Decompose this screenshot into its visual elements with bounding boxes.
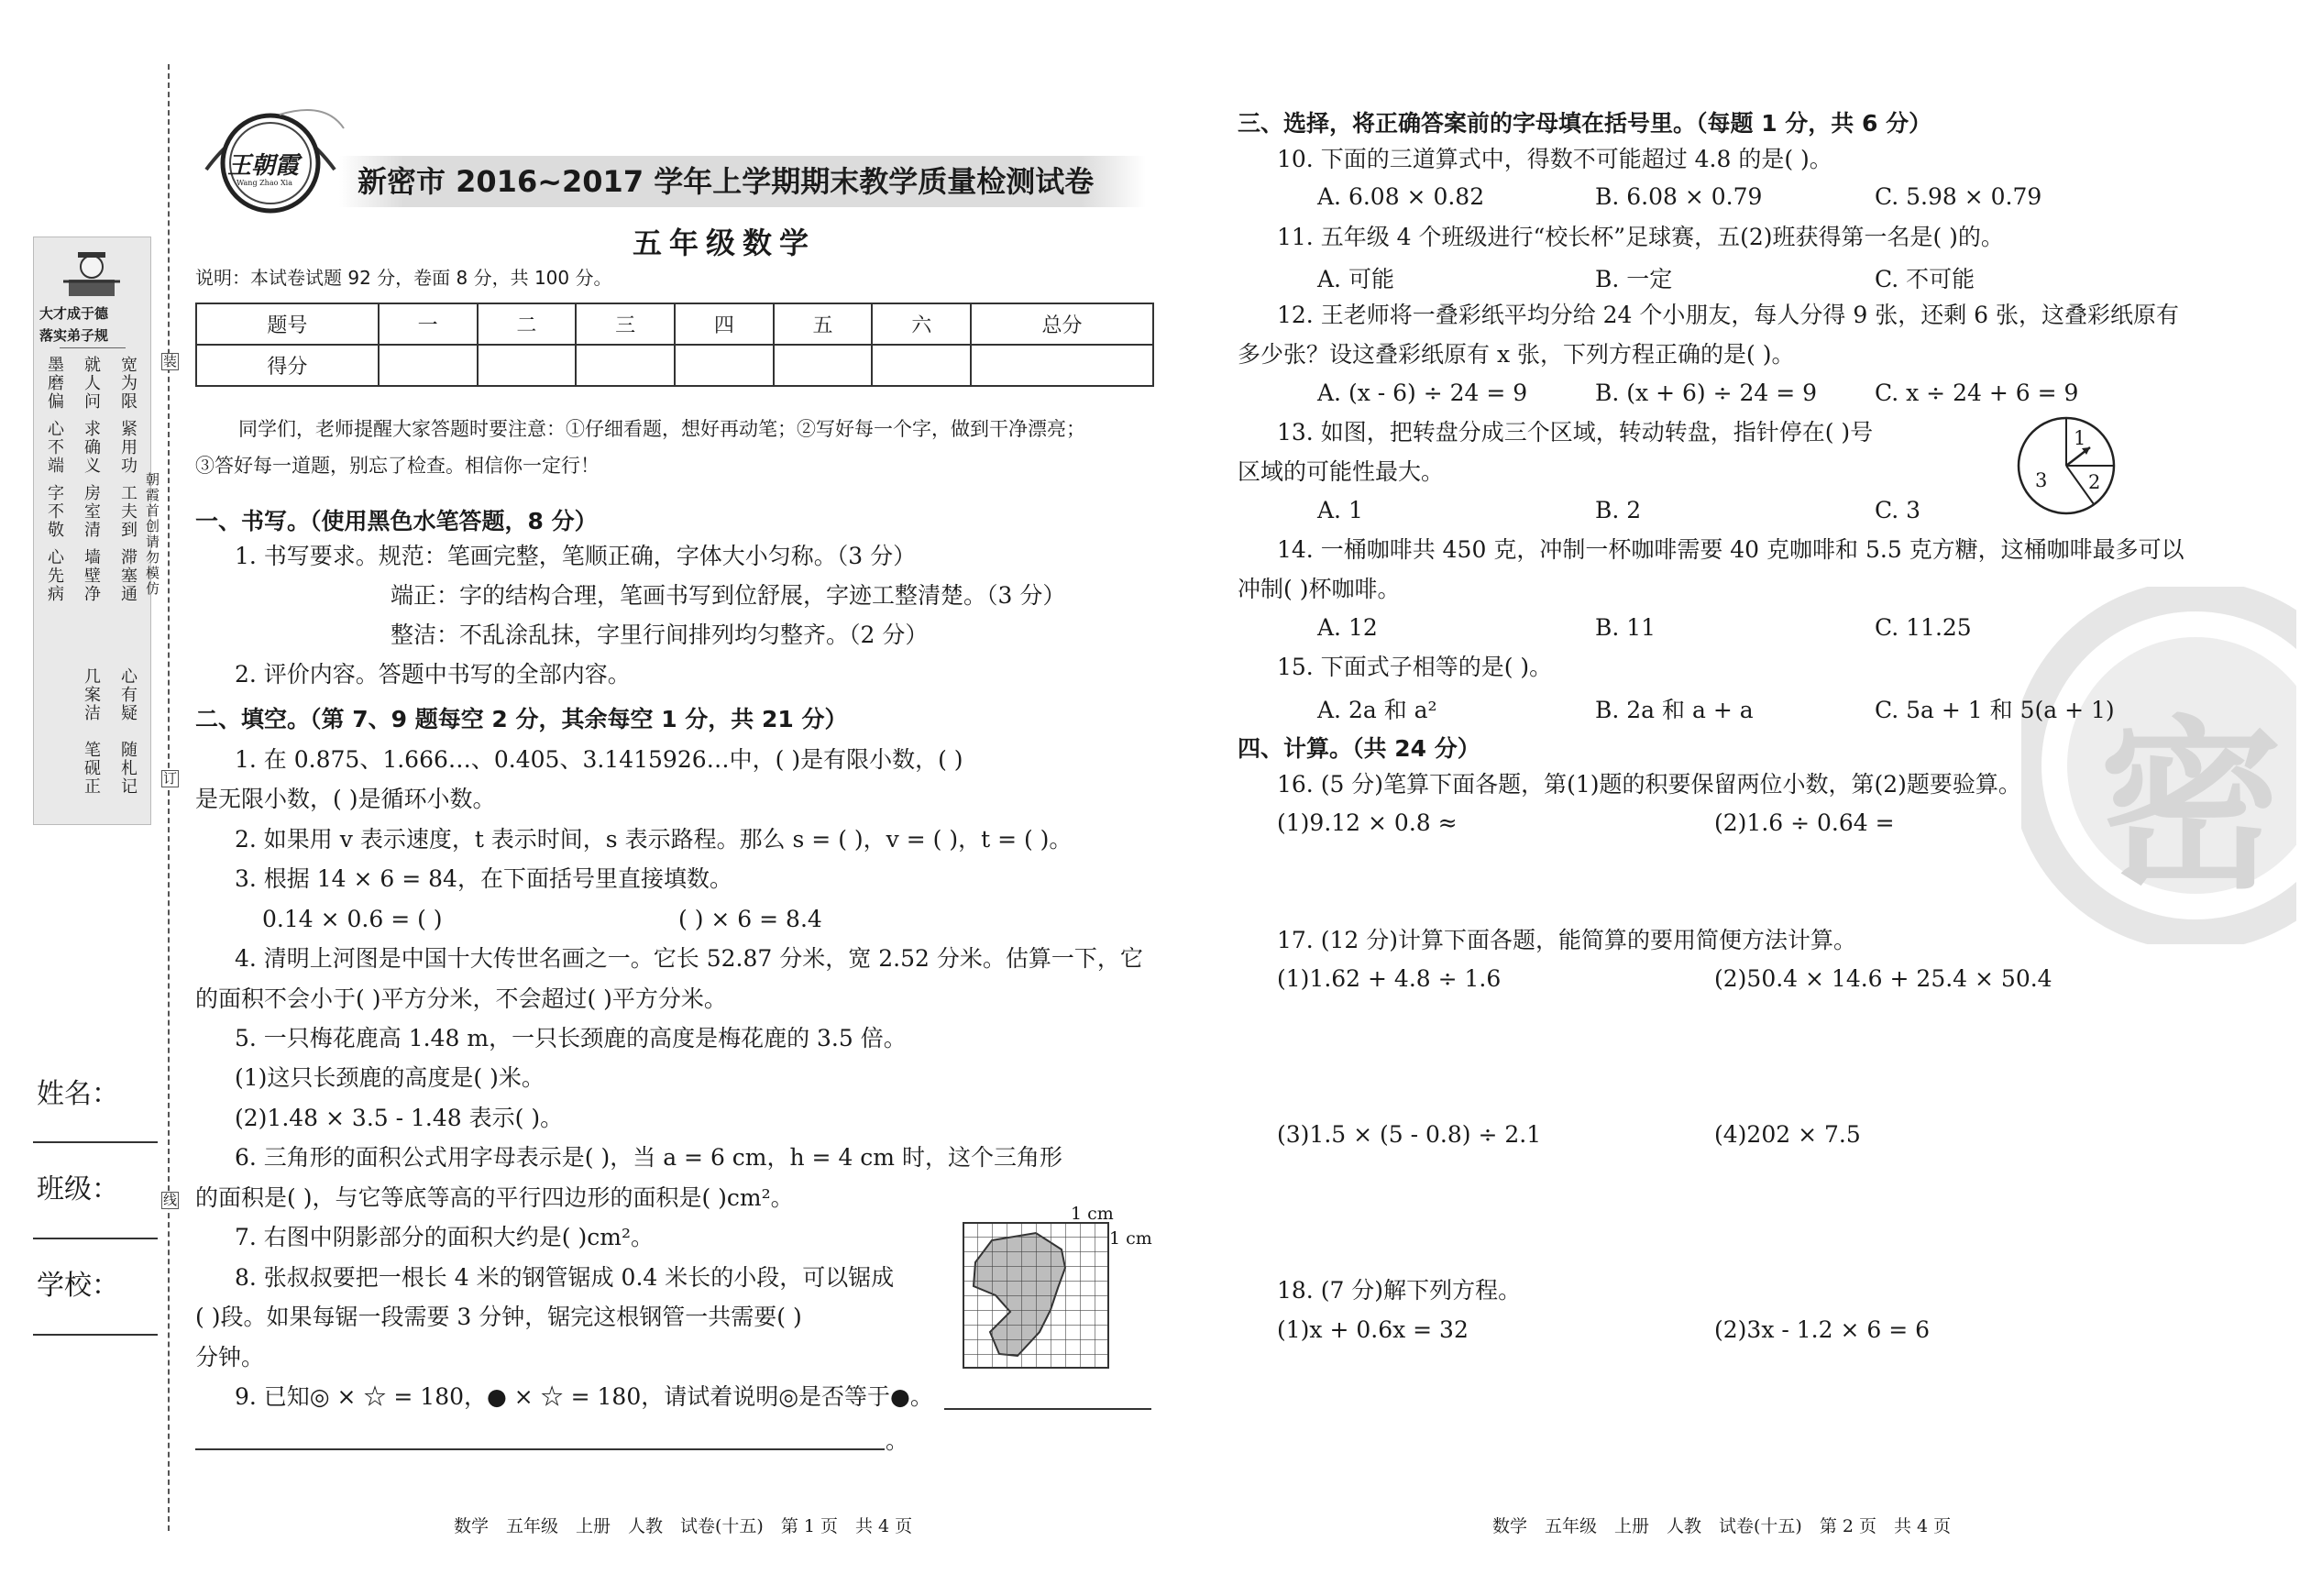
q2-3-b: ( ) × 6 = 8.4: [678, 906, 822, 932]
motto-1: 宽为限: [121, 356, 138, 412]
exam-title: 新密市 2016~2017 学年上学期期末教学质量检测试卷: [358, 164, 1095, 199]
score-table-header-row: [196, 303, 1153, 345]
q3-13-a: 13. 如图，把转盘分成三个区域，转动转盘，指针停在( )号: [1277, 419, 1874, 446]
q2-9-answer-line[interactable]: [944, 1408, 1151, 1410]
q3-12-a: 12. 王老师将一叠彩纸平均分给 24 个小朋友，每人分得 9 张，还剩 6 张，这叠彩纸原有: [1277, 302, 2180, 328]
q2-4-a: 4. 清明上河图是中国十大传世名画之一。它长 52.87 分米，宽 2.52 分米。估算一下，它: [235, 945, 1143, 972]
q2-9-answer-line-2[interactable]: [195, 1448, 885, 1450]
score-cell[interactable]: [576, 345, 675, 386]
school-field[interactable]: [33, 1334, 158, 1336]
motto-9: 房室清: [84, 484, 101, 540]
motto-5: 心有疑: [121, 667, 138, 723]
section-2-title: 二、填空。（第 7、9 题每空 2 分，其余每空 1 分，共 21 分）: [195, 706, 848, 732]
score-table-row: [196, 345, 1153, 386]
q2-5-b: (2)1.48 × 3.5 - 1.48 表示( )。: [235, 1105, 564, 1131]
q2-5: 5. 一只梅花鹿高 1.48 m，一只长颈鹿的高度是梅花鹿的 3.5 倍。: [235, 1025, 907, 1051]
name-label: 姓名：: [37, 1078, 119, 1110]
q2-6-b: 的面积是( )，与它等底等高的平行四边形的面积是( )cm²。: [195, 1184, 794, 1211]
q13-option-b[interactable]: B. 2: [1595, 497, 1642, 523]
table-cell: 二: [478, 303, 577, 345]
q10-option-b[interactable]: B. 6.08 × 0.79: [1595, 183, 1763, 210]
footer-right: 数学 五年级 上册 人教 试卷(十五) 第 2 页 共 4 页: [1492, 1516, 1952, 1536]
binding-mark-ding: 订: [162, 770, 177, 787]
table-cell: 总分: [971, 303, 1153, 345]
banner-bottom-text: 落实弟子规: [39, 327, 109, 344]
q4-18-b: (2)3x - 1.2 × 6 = 6: [1714, 1316, 1931, 1343]
motto-banner: [33, 237, 151, 825]
q15-option-a[interactable]: A. 2a 和 a²: [1317, 697, 1437, 723]
q3-15: 15. 下面式子相等的是( )。: [1277, 654, 1553, 680]
logo-subtext: Wang Zhao Xia: [237, 179, 292, 187]
q2-6-a: 6. 三角形的面积公式用字母表示是( )，当 a = 6 cm，h = 4 cm 时，这个三角形: [235, 1144, 1062, 1171]
q2-8-c: 分钟。: [195, 1344, 265, 1370]
table-cell: 题号: [196, 303, 379, 345]
q2-3: 3. 根据 14 × 6 = 84，在下面括号里直接填数。: [235, 865, 732, 892]
name-field[interactable]: [33, 1141, 158, 1143]
q4-16-a: (1)9.12 × 0.8 ≈: [1277, 809, 1458, 836]
motto-4: 滞塞通: [121, 548, 138, 604]
q2-1-b: 是无限小数，( )是循环小数。: [195, 786, 496, 812]
q4-16-b: (2)1.6 ÷ 0.64 =: [1714, 809, 1895, 836]
intro-line-1: 同学们，老师提醒大家答题时要注意：①仔细看题，想好再动笔；②写好每一个字，做到干净漂亮；: [238, 418, 1085, 440]
binding-mark-xian: 线: [162, 1192, 177, 1208]
q15-option-c[interactable]: C. 5a + 1 和 5(a + 1): [1875, 697, 2115, 723]
spinner-label-2: 2: [2088, 471, 2101, 493]
table-cell: 得分: [196, 345, 379, 386]
motto-7: 就人问: [84, 356, 101, 412]
watermark-char: 密: [2099, 699, 2283, 914]
q12-option-c[interactable]: C. x ÷ 24 + 6 = 9: [1875, 380, 2079, 406]
motto-8: 求确义: [84, 420, 101, 476]
q11-option-b[interactable]: B. 一定: [1595, 266, 1673, 292]
motto-11: 几案洁: [84, 667, 101, 723]
logo-text: 王朝霞: [227, 152, 300, 180]
q4-17-b: (2)50.4 × 14.6 + 25.4 × 50.4: [1714, 965, 2052, 992]
q4-18: 18. (7 分)解下列方程。: [1277, 1277, 1522, 1304]
q2-9-end: 。: [886, 1427, 909, 1454]
motto-15: 字不敬: [48, 484, 64, 540]
q14-option-a[interactable]: A. 12: [1317, 614, 1378, 641]
motto-13: 墨磨偏: [48, 356, 64, 412]
q12-option-b[interactable]: B. (x + 6) ÷ 24 = 9: [1595, 380, 1818, 406]
q14-option-b[interactable]: B. 11: [1595, 614, 1656, 641]
table-cell: 五: [774, 303, 873, 345]
subject-title: 五年级数学: [633, 226, 817, 260]
school-label: 学校：: [37, 1270, 119, 1302]
q2-8-b: ( )段。如果每锯一段需要 3 分钟，锯完这根钢管一共需要( ): [195, 1304, 802, 1330]
score-cell[interactable]: [971, 345, 1153, 386]
grid-label-top: 1 cm: [1071, 1204, 1114, 1224]
score-cell[interactable]: [478, 345, 577, 386]
motto-2: 紧用功: [121, 420, 138, 476]
q14-option-c[interactable]: C. 11.25: [1875, 614, 1972, 641]
q2-7: 7. 右图中阴影部分的面积大约是( )cm²。: [235, 1224, 654, 1250]
q12-option-a[interactable]: A. (x - 6) ÷ 24 = 9: [1317, 380, 1528, 406]
motto-14: 心不端: [48, 420, 64, 476]
q3-13-b: 区域的可能性最大。: [1238, 458, 1445, 485]
table-cell: 三: [576, 303, 675, 345]
score-cell[interactable]: [872, 345, 971, 386]
q3-14-b: 冲制( )杯咖啡。: [1238, 576, 1401, 602]
motto-3: 工夫到: [121, 484, 138, 540]
q2-2: 2. 如果用 v 表示速度，t 表示时间，s 表示路程。那么 s = ( )，v = ( )，t = ( )。: [235, 826, 1073, 853]
q2-3-a: 0.14 × 0.6 = ( ): [262, 906, 443, 932]
score-cell[interactable]: [379, 345, 478, 386]
seal-note: 朝霞首创 请勿模仿: [145, 471, 160, 597]
q4-16: 16. (5 分)笔算下面各题，第(1)题的积要保留两位小数，第(2)题要验算。: [1277, 771, 2021, 798]
q4-18-a: (1)x + 0.6x = 32: [1277, 1316, 1469, 1343]
section-1-title: 一、书写。（使用黑色水笔答题，8 分）: [195, 508, 598, 534]
q3-14-a: 14. 一桶咖啡共 450 克，冲制一杯咖啡需要 40 克咖啡和 5.5 克方糖，这桶咖啡最多可以: [1277, 536, 2184, 563]
q4-17: 17. (12 分)计算下面各题，能简算的要用简便方法计算。: [1277, 927, 1856, 953]
exam-note: 说明：本试卷试题 92 分，卷面 8 分，共 100 分。: [195, 267, 612, 289]
motto-12: 笔砚正: [84, 741, 101, 797]
scholar-icon: [60, 248, 124, 300]
q3-10: 10. 下面的三道算式中，得数不可能超过 4.8 的是( )。: [1277, 146, 1832, 172]
motto-6: 随札记: [121, 741, 138, 797]
spinner-figure: [2015, 414, 2118, 517]
class-field[interactable]: [33, 1238, 158, 1239]
q15-option-b[interactable]: B. 2a 和 a + a: [1595, 697, 1754, 723]
class-label: 班级：: [37, 1173, 119, 1205]
q4-17-a: (1)1.62 + 4.8 ÷ 1.6: [1277, 965, 1502, 992]
q3-11: 11. 五年级 4 个班级进行“校长杯”足球赛，五(2)班获得第一名是( )的。: [1277, 224, 2004, 250]
q2-9: 9. 已知◎ × ☆ = 180，● × ☆ = 180，请试着说明◎是否等于●。: [235, 1383, 933, 1410]
section-3-title: 三、选择，将正确答案前的字母填在括号里。（每题 1 分，共 6 分）: [1238, 110, 1932, 137]
binding-mark-zhuang: 装: [162, 353, 177, 369]
motto-10: 墙壁净: [84, 548, 101, 604]
q11-option-a[interactable]: A. 可能: [1317, 266, 1394, 292]
score-cell[interactable]: [675, 345, 774, 386]
q1-1: 1. 书写要求。规范：笔画完整，笔顺正确，字体大小匀称。（3 分）: [235, 543, 917, 569]
shaded-grid-figure: [963, 1222, 1109, 1369]
grid-label-right: 1 cm: [1109, 1228, 1152, 1249]
table-cell: 四: [675, 303, 774, 345]
score-table: [195, 303, 1154, 387]
q2-5-a: (1)这只长颈鹿的高度是( )米。: [235, 1064, 545, 1091]
q1-1-c: 整洁：不乱涂乱抹，字里行间排列均匀整齐。（2 分）: [391, 622, 929, 648]
q10-option-a[interactable]: A. 6.08 × 0.82: [1317, 183, 1485, 210]
table-cell: 六: [872, 303, 971, 345]
intro-line-2: ③答好每一道题，别忘了检查。相信你一定行！: [195, 455, 600, 477]
q11-option-c[interactable]: C. 不可能: [1875, 266, 1975, 292]
q2-4-b: 的面积不会小于( )平方分米，不会超过( )平方分米。: [195, 985, 727, 1012]
q13-option-a[interactable]: A. 1: [1317, 497, 1363, 523]
q13-option-c[interactable]: C. 3: [1875, 497, 1921, 523]
q2-8-a: 8. 张叔叔要把一根长 4 米的钢管锯成 0.4 米长的小段，可以锯成: [235, 1264, 895, 1291]
binding-line: [168, 64, 170, 1531]
q1-1-b: 端正：字的结构合理，笔画书写到位舒展，字迹工整清楚。（3 分）: [391, 582, 1066, 609]
q2-1-a: 1. 在 0.875、1.666…、0.405、3.1415926…中，( )是有限小数，( ): [235, 746, 963, 773]
q1-2: 2. 评价内容。答题中书写的全部内容。: [235, 661, 631, 688]
section-4-title: 四、计算。（共 24 分）: [1238, 735, 1480, 762]
q10-option-c[interactable]: C. 5.98 × 0.79: [1875, 183, 2042, 210]
spinner-label-3: 3: [2035, 469, 2048, 491]
q4-17-d: (4)202 × 7.5: [1714, 1121, 1861, 1148]
q4-17-c: (3)1.5 × (5 - 0.8) ÷ 2.1: [1277, 1121, 1542, 1148]
spinner-label-1: 1: [2074, 427, 2086, 449]
score-cell[interactable]: [774, 345, 873, 386]
footer-left: 数学 五年级 上册 人教 试卷(十五) 第 1 页 共 4 页: [454, 1516, 913, 1536]
table-cell: 一: [379, 303, 478, 345]
q3-12-b: 多少张？设这叠彩纸原有 x 张，下列方程正确的是( )。: [1238, 341, 1795, 368]
motto-16: 心先病: [48, 548, 64, 604]
banner-top-text: 大才成于德: [39, 305, 109, 322]
